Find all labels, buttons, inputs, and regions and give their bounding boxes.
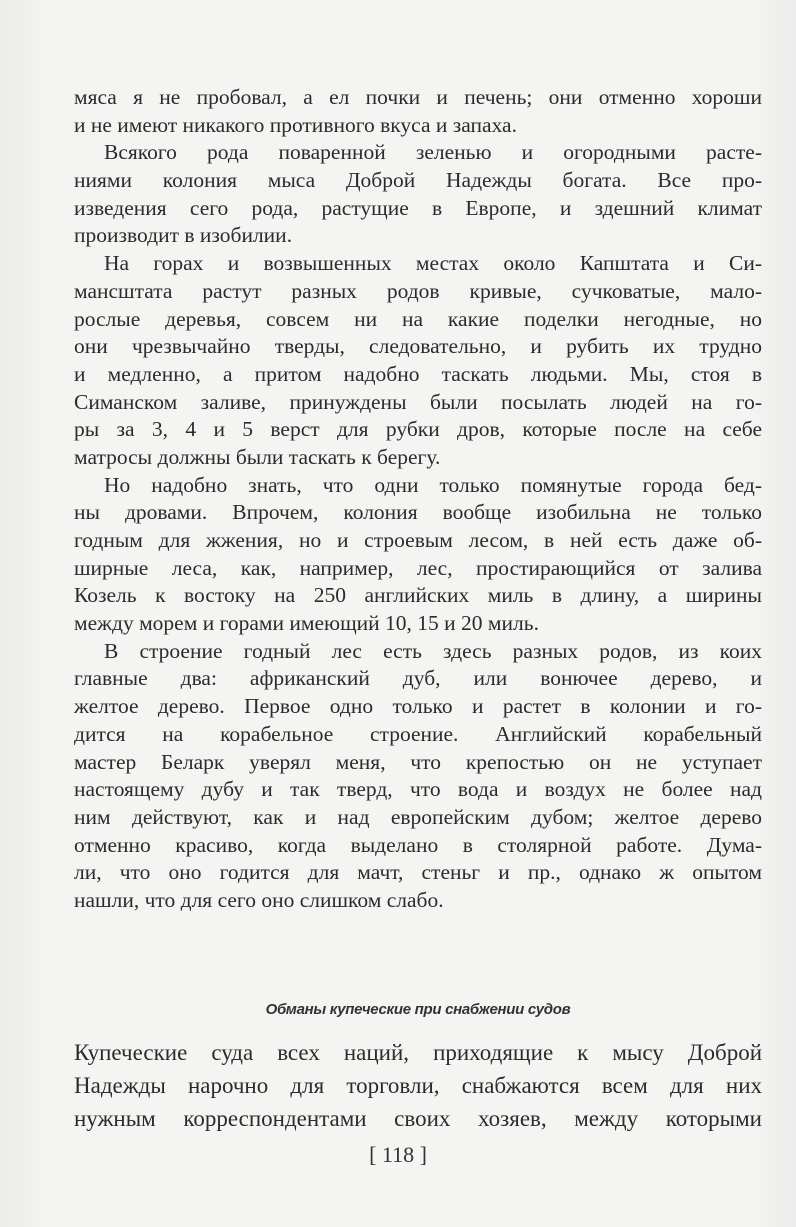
section-body (74, 1036, 762, 1135)
text-line: ры за 3, 4 и 5 верст для рубки дров, которые после на себе (74, 417, 762, 442)
paragraph (74, 84, 762, 139)
page-number: [ 118 ] (369, 1142, 427, 1167)
text-line: ним действуют, как и над европейским дубом; желтое дерево (74, 804, 762, 829)
text-line: мастер Беларк уверял меня, что крепостью он не уступает (74, 749, 762, 774)
text-line: ны дровами. Впрочем, колония вообще изобильна не только (74, 500, 762, 525)
text-line: настоящему дубу и так тверд, что вода и воздух не более над (74, 777, 762, 802)
text-line: желтое дерево. Первое одно только и растет в колонии и го- (74, 694, 762, 719)
text-line: ниями колония мыса Доброй Надежды богата. Все про- (74, 168, 762, 193)
text-line: изведения сего рода, растущие в Европе, и здешний климат (74, 195, 762, 220)
text-line: Но надобно знать, что одни только помянутые города бед- (104, 472, 762, 497)
text-line: В строение годный лес есть здесь разных родов, из коих (104, 638, 762, 663)
text-line: ли, что оно годится для мачт, стеньг и пр., однако ж опытом (74, 860, 762, 885)
text-line: мяса я не пробовал, а ел почки и печень; они отменно хороши (74, 85, 762, 109)
text-line: Надежды нарочно для торговли, снабжаются всем для них (74, 1073, 762, 1098)
text-line: они чрезвычайно тверды, следовательно, и рубить их трудно (74, 334, 762, 359)
text-line: На горах и возвышенных местах около Капштата и Си- (104, 251, 762, 276)
text-line: Козель к востоку на 250 английских миль в длину, а ширины (74, 583, 762, 608)
text-line: Купеческие суда всех наций, приходящие к мысу Доброй (74, 1040, 762, 1065)
text-line: и не имеют никакого противного вкуса и запаха. (74, 112, 517, 137)
text-line: матросы должны были таскать к берегу. (74, 444, 441, 469)
text-line: дится на корабельное строение. Английский корабельный (74, 721, 762, 746)
body-text (74, 84, 762, 915)
text-line: Всякого рода поваренной зеленью и огородными расте- (104, 140, 762, 165)
text-line: нашли, что для сего оно слишком слабо. (74, 887, 444, 912)
paragraph (74, 638, 762, 915)
text-line: мансштата растут разных родов кривые, сучковатые, мало- (74, 278, 762, 303)
text-line: рослые деревья, совсем ни на какие поделки негодные, но (74, 306, 762, 331)
text-line: главные два: африканский дуб, или вонючее дерево, и (74, 666, 762, 691)
paragraph (74, 139, 762, 250)
section-heading: Обманы купеческие при снабжении судов (265, 1001, 571, 1018)
text-line: между морем и горами имеющий 10, 15 и 20 миль. (74, 611, 539, 636)
text-line: и медленно, а притом надобно таскать людьми. Мы, стоя в (74, 361, 762, 386)
text-line: ширные леса, как, например, лес, простирающийся от залива (74, 555, 762, 580)
paragraph (74, 472, 762, 638)
text-line: Симанском заливе, принуждены были посылать людей на го- (74, 389, 762, 414)
paragraph (74, 250, 762, 472)
text-line: годным для жжения, но и строевым лесом, в ней есть даже об- (74, 528, 762, 552)
text-line: нужным корреспондентами своих хозяев, между которыми (74, 1106, 762, 1131)
text-line: отменно красиво, когда выделано в столярной работе. Дума- (74, 832, 762, 857)
text-line: производит в изобилии. (74, 223, 293, 248)
